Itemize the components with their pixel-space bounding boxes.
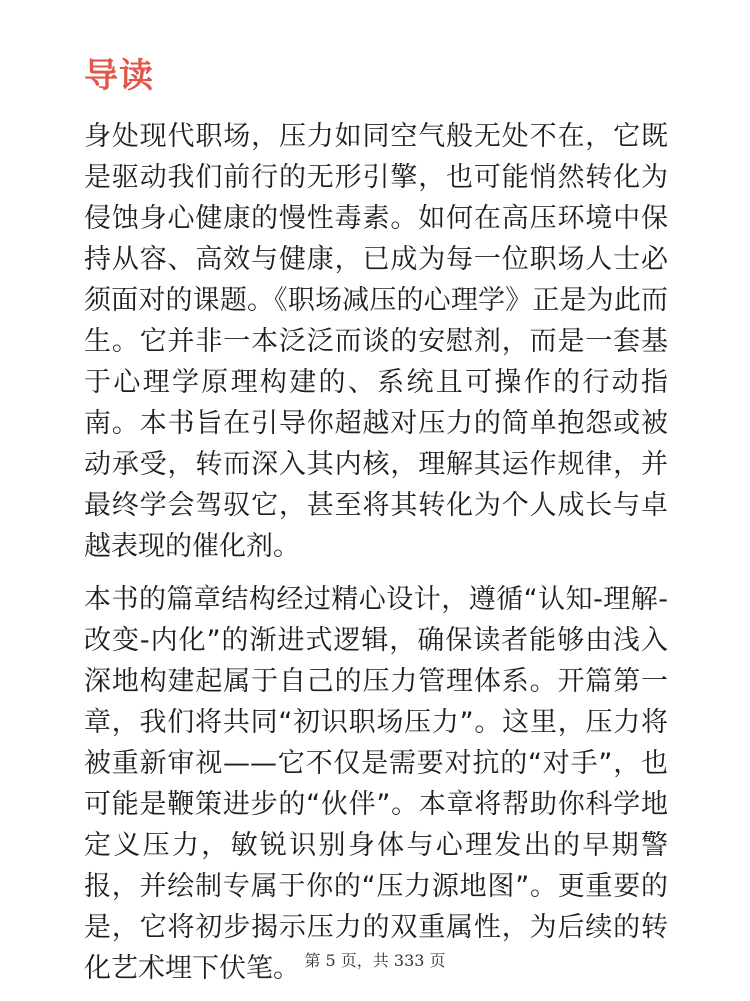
paragraph-1: 身处现代职场，压力如同空气般无处不在，它既是驱动我们前行的无形引擎，也可能悄然转化为侵蚀身心健康的慢性毒素。如何在高压环境中保持从容、高效与健康，已成为每一位职场人士必须面对的课题。《职场减压的心理学》正是为此而生。它并非一本泛泛而谈的安慰剂，而是一套基于心理学原理构建的、系统且可操作的行动指南。本书旨在引导你超越对压力的简单抱怨或被动承受，转而深入其内核，理解其运作规律，并最终学会驾驭它，甚至将其转化为个人成长与卓越表现的催化剂。 — [84, 121, 668, 562]
body-text — [84, 116, 668, 1001]
page-number-footer: 第 5 页，共 333 页 — [304, 951, 446, 970]
paragraph-2: 本书的篇章结构经过精心设计，遵循“认知-理解-改变-内化”的渐进式逻辑，确保读者能够由浅入深地构建起属于自己的压力管理体系。开篇第一章，我们将共同“初识职场压力”。这里，压力将被重新审视——它不仅是需要对抗的“对手”，也可能是鞭策进步的“伙伴”。本章将帮助你科学地定义压力，敏锐识别身体与心理发出的早期警报，并绘制专属于你的“压力源地图”。更重要的是，它将初步揭示压力的双重属性，为后续的转化艺术埋下伏笔。 — [84, 584, 668, 984]
section-heading: 导读 — [84, 56, 154, 96]
